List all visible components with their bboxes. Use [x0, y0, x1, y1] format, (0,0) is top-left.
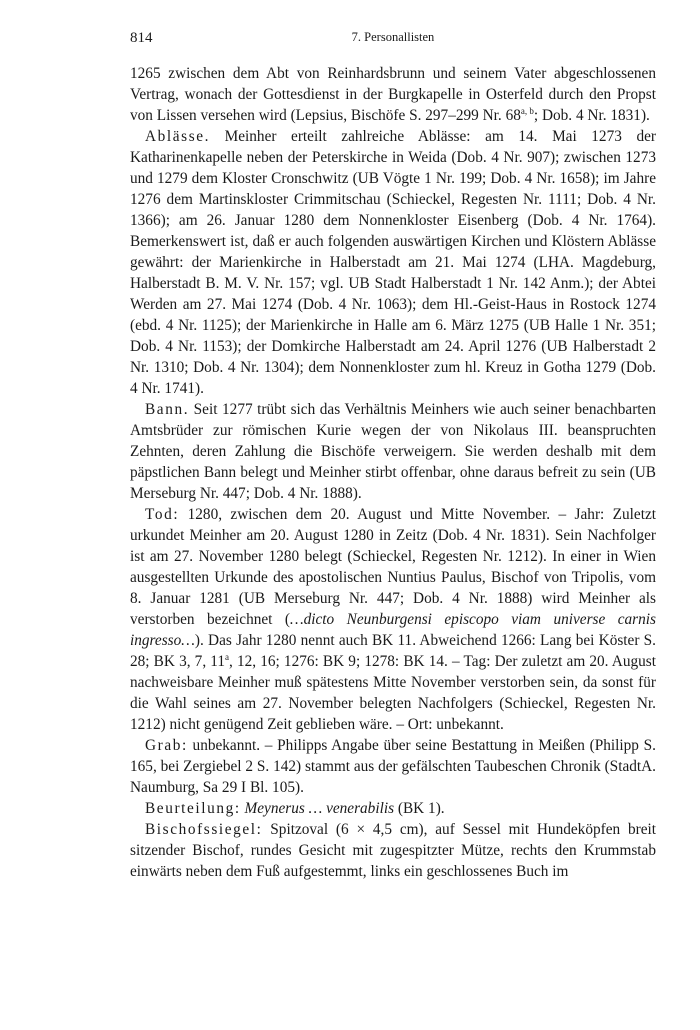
paragraph-vertrag: [130, 63, 656, 126]
footnote-marker: a: [225, 652, 230, 662]
paragraph-beurteilung: [130, 798, 656, 819]
paragraph-text: unbekannt. – Philipps Angabe über seine Bestattung in Meißen (Philipp S. 165, bei Zergiebel 2 S. 142) stammt aus der gefälschten Taubeschen Chronik (StadtA. Naumburg, Sa 29 I Bl. 105).: [130, 737, 656, 796]
paragraph-tod: [130, 504, 656, 735]
section-heading: Bann.: [145, 401, 190, 418]
paragraph-grab: [130, 735, 656, 798]
paragraph-text: , 12, 16; 1276: BK 9; 1278: BK 14. – Tag: Der zuletzt am 20. August nachweisbare Meinher muß spätestens Mitte November verstorben sein, da sonst für die Wahl seines am 27. November belegten Nachfolgers (Schieckel, Regesten Nr. 1212) nicht genügend Zeit geblieben wäre. – Ort: unbekannt.: [130, 653, 656, 733]
paragraph-text: 1265 zwischen dem Abt von Reinhardsbrunn und seinem Vater abgeschlossenen Vertrag, wonach der Gottesdienst in der Burgkapelle in Osterfeld durch den Propst von Lissen versehen wird (Lepsius, Bischöfe S. 297–299 Nr. 68: [130, 65, 656, 124]
paragraph-text: ; Dob. 4 Nr. 1831).: [533, 107, 650, 124]
paragraph-ablaesse: [130, 126, 656, 399]
running-head: 7. Personallisten: [351, 30, 435, 44]
page-body: [130, 63, 656, 882]
page-header: [130, 30, 656, 52]
paragraph-text: Seit 1277 trübt sich das Verhältnis Meinhers wie auch seiner benachbarten Amtsbrüder zur römischen Kurie wegen der von Nikolaus III. beanspruchten Zehnten, deren Zahlung die Bischöfe verweigern. Sie werden deshalb mit dem päpstlichen Bann belegt und Meinher stirbt offenbar, ohne daraus befreit zu sein (UB Merseburg Nr. 447; Dob. 4 Nr. 1888).: [130, 401, 656, 502]
paragraph-text: Meinher erteilt zahlreiche Ablässe: am 14. Mai 1273 der Katharinenkapelle neben der Peterskirche in Weida (Dob. 4 Nr. 907); zwischen 1273 und 1279 dem Kloster Cronschwitz (UB Vögte 1 Nr. 199; Dob. 4 Nr. 1658); im Jahre 1276 dem Martinskloster Crimmitschau (Schieckel, Regesten Nr. 1111; Dob. 4 Nr. 1366); am 26. Januar 1280 dem Nonnenkloster Eisenberg (Dob. 4 Nr. 1764). Bemerkenswert ist, daß er auch folgenden auswärtigen Kirchen und Klöstern Ablässe gewährt: der Marienkirche in Halberstadt am 21. Mai 1274 (LHA. Magdeburg, Halberstadt B. M. V. Nr. 157; vgl. UB Stadt Halberstadt 1 Nr. 142 Anm.); der Abtei Werden am 27. Mai 1274 (Dob. 4 Nr. 1063); dem Hl.-Geist-Haus in Rostock 1274 (ebd. 4 Nr. 1125); der Marienkirche in Halle am 6. März 1275 (UB Halle 1 Nr. 351; Dob. 4 Nr. 1153); der Domkirche Halberstadt am 24. April 1276 (UB Halberstadt 2 Nr. 1310; Dob. 4 Nr. 1304); dem Nonnenkloster zum hl. Kreuz in Gotha 1279 (Dob. 4 Nr. 1741).: [130, 128, 656, 397]
paragraph-bann: [130, 399, 656, 504]
latin-quote: …dicto Neunburgensi episcopo viam universe carnis ingresso…: [130, 611, 656, 649]
book-page: [130, 30, 656, 882]
section-heading: Beurteilung:: [145, 800, 241, 817]
page-number: 814: [130, 30, 153, 46]
section-heading: Bischofssiegel:: [145, 821, 263, 838]
latin-quote: Meynerus … venerabilis: [244, 800, 395, 817]
paragraph-text: Spitzoval (6 × 4,5 cm), auf Sessel mit Hundeköpfen breit sitzender Bischof, rundes Gesicht mit zugespitzter Mütze, rechts den Krummstab einwärts neben dem Fuß aufgestemmt, links ein geschlossenes Buch im: [130, 821, 656, 880]
footnote-marker: a, b: [520, 106, 534, 116]
paragraph-text: ). Das Jahr 1280 nennt auch BK 11. Abweichend 1266: Lang bei Köster S. 28; BK 3, 7, 11: [130, 632, 656, 670]
paragraph-text: (BK 1).: [394, 800, 445, 817]
section-heading: Grab:: [145, 737, 188, 754]
section-heading: Ablässe.: [145, 128, 211, 145]
paragraph-text: 1280, zwischen dem 20. August und Mitte November. – Jahr: Zuletzt urkundet Meinher am 20. August 1280 in Zeitz (Dob. 4 Nr. 1831). Sein Nachfolger ist am 27. November 1280 belegt (Schieckel, Regesten Nr. 1212). In einer in Wien ausgestellten Urkunde des apostolischen Nuntius Paulus, Bischof von Tripolis, vom 8. Januar 1281 (UB Merseburg Nr. 447; Dob. 4 Nr. 1888) wird Meinher als verstorben bezeichnet (: [130, 506, 656, 628]
paragraph-bischofssiegel: [130, 819, 656, 882]
section-heading: Tod:: [145, 506, 180, 523]
